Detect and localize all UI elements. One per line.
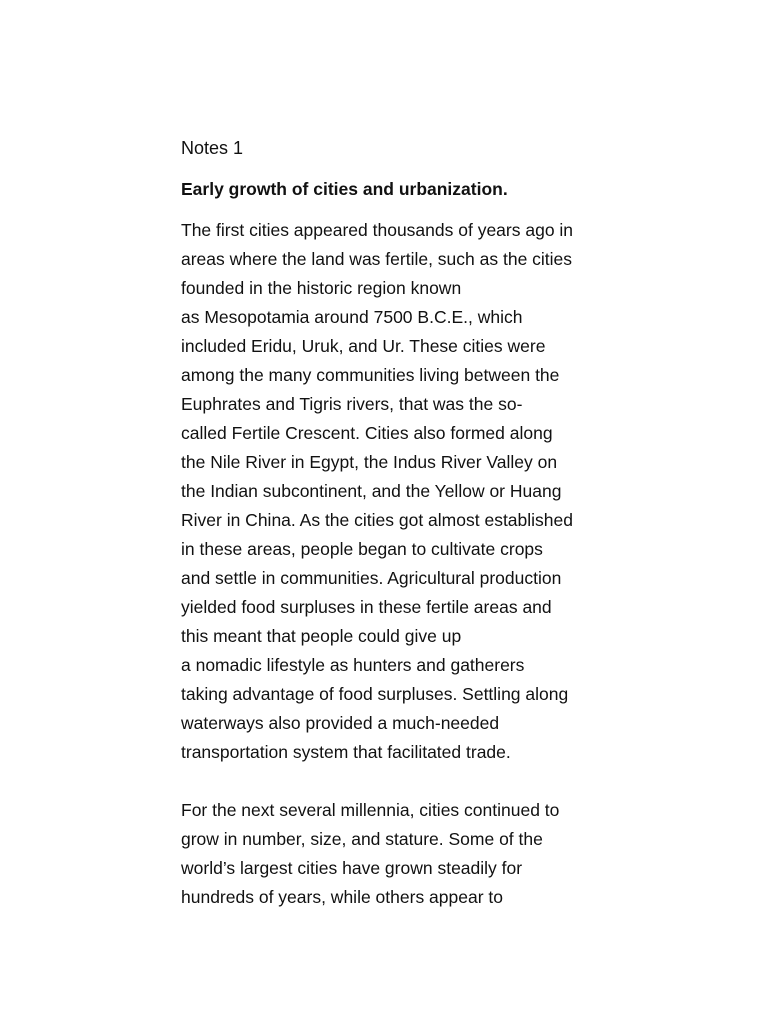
document-page [181,134,601,912]
text-line: as Mesopotamia around 7500 B.C.E., which [181,307,523,327]
paragraph-2 [181,796,601,912]
paragraph-1 [181,216,601,767]
text-line: transportation system that facilitated trade. [181,742,511,762]
text-line: this meant that people could give up [181,626,462,646]
document-title: Early growth of cities and urbanization. [181,179,508,199]
text-line: the Nile River in Egypt, the Indus River Valley on [181,452,558,472]
text-line: called Fertile Crescent. Cities also formed along [181,423,553,443]
text-line: hundreds of years, while others appear to [181,887,503,907]
text-line: Euphrates and Tigris rivers, that was the so- [181,394,523,414]
text-line: For the next several millennia, cities continued to [181,800,560,820]
text-line: yielded food surpluses in these fertile areas and [181,597,552,617]
text-line: and settle in communities. Agricultural production [181,568,562,588]
text-line: areas where the land was fertile, such as the cities [181,249,573,269]
notes-heading: Notes 1 [181,138,244,158]
text-line: taking advantage of food surpluses. Settling along [181,684,569,704]
text-line: founded in the historic region known [181,278,462,298]
text-line: world’s largest cities have grown steadily for [181,858,523,878]
text-line: the Indian subcontinent, and the Yellow or Huang [181,481,562,501]
text-line: waterways also provided a much-needed [181,713,500,733]
text-line: included Eridu, Uruk, and Ur. These cities were [181,336,546,356]
text-line: River in China. As the cities got almost established [181,510,573,530]
text-line: grow in number, size, and stature. Some of the [181,829,543,849]
text-line: a nomadic lifestyle as hunters and gatherers [181,655,525,675]
text-line: in these areas, people began to cultivate crops [181,539,543,559]
text-line: among the many communities living between the [181,365,560,385]
paragraph-spacer [181,767,601,796]
text-line: The first cities appeared thousands of years ago in [181,220,574,240]
